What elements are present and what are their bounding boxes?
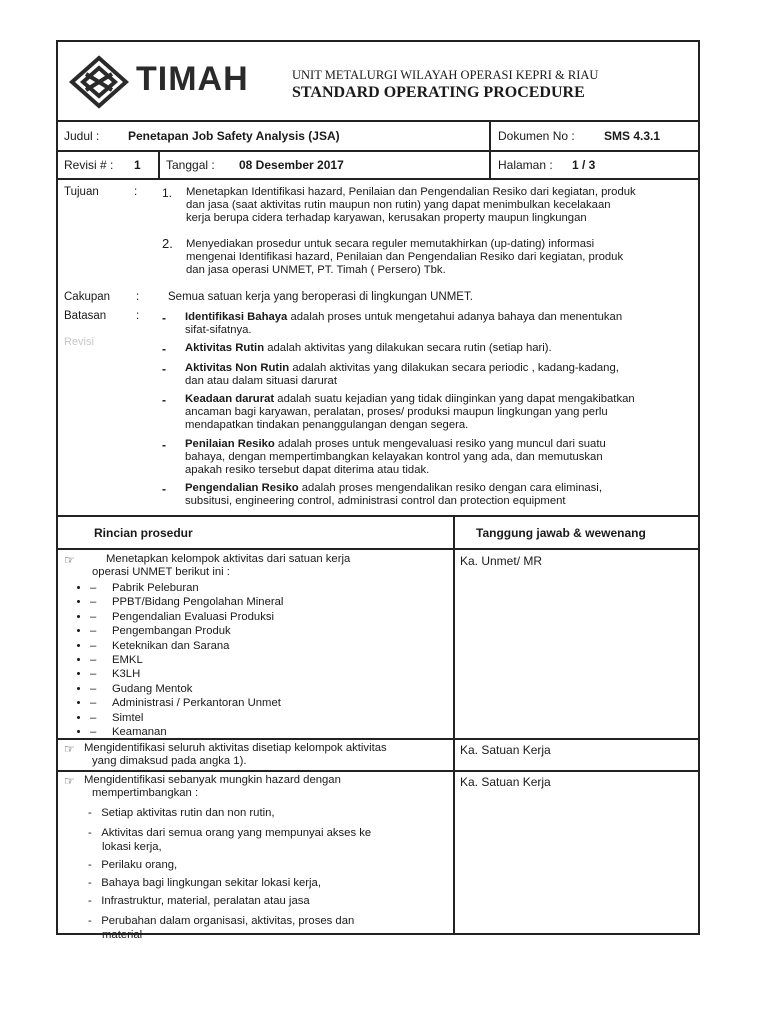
list-item: - Bahaya bagi lingkungan sekitar lokasi kerja,	[88, 877, 321, 889]
procedure-row-3: ☞ Mengidentifikasi sebanyak mungkin hazard dengan mempertimbangkan : - Setiap aktivitas rutin dan non rutin, - Aktivitas dari semua orang yang mempunyai akses ke lokasi kerja, - Perilaku orang, - Bahaya bagi lingkungan sekitar lokasi kerja, - Infrastruktur, material, peralatan atau jasa - Perubahan dalam organisasi, aktivitas, proses dan material Ka. Satuan Kerja	[64, 774, 551, 941]
list-item: • – Administrasi / Perkantoran Unmet	[90, 696, 283, 710]
list-item: lokasi kerja,	[102, 841, 162, 853]
judul-label: Judul :	[64, 129, 100, 143]
list-item: • – PPBT/Bidang Pengolahan Mineral	[90, 595, 283, 609]
purpose-section: Tujuan : 1. Menetapkan Identifikasi hazard, Penilaian dan Pengendalian Resiko dari kegiatan, produk dan jasa (saat aktivitas rutin maupun non rutin) yang dapat menimbulkan kecelakaan kerja berupa cidera terhadap karyawan, kerusakan property maupun lingkungan 2. Menyediakan prosedur untuk secara reguler memutakhirkan (up-dating) informasi mengenai Identifikasi hazard, Penilaian dan Pengendalian Resiko dari kegiatan, produk dan jasa operasi UNMET, PT. Timah ( Persero) Tbk. Cakupan : Semua satuan kerja yang beroperasi di lingkungan UNMET. Batasan : - Identifikasi Bahaya adalah proses untuk mengetahui adanya bahaya dan menentukan sifat-sifatnya. - Aktivitas Rutin adalah aktivitas yang dilakukan secara rutin (setiap hari). - Aktivitas Non Rutin adalah aktivitas yang dilakukan secara periodic , kadang-kadang, dan atau dalam situasi darurat - Keadaan darurat adalah suatu kejadian yang tidak diinginkan yang dapat mengakibatkan ancaman bagi karyawan, peralatan, proses/ produksi maupun lingkungan yang perlu mendapatkan tindakan penanggulangan dengan segera. - Penilaian Resiko adalah proses untuk mengevaluasi resiko yang muncul dari suatu bahaya, dengan mempertimbangkan kelayakan kontrol yang ada, dan memutuskan apakah resiko tersebut dapat diterima atau tidak. - Pengendalian Resiko adalah proses mengendalikan resiko dengan cara eliminasi, subsitusi, engineering control, administrasi control dan protection equipment Revisi	[58, 180, 698, 517]
tujuan-item-2: Menyediakan prosedur untuk secara reguler memutakhirkan (up-dating) informasi mengenai Identifikasi hazard, Penilaian dan Pengendalian Resiko dari kegiatan, produk dan jasa operasi UNMET, PT. Timah ( Persero) Tbk.	[186, 238, 624, 276]
halaman-label: Halaman :	[498, 158, 553, 172]
list-item: • – Pengembangan Produk	[90, 624, 283, 638]
judul-row	[58, 122, 698, 152]
revisi-label: Revisi # :	[64, 158, 114, 172]
batasan-colon: :	[136, 310, 140, 322]
cakupan-text: Semua satuan kerja yang beroperasi di lingkungan UNMET.	[168, 291, 473, 303]
responsible-2: Ka. Satuan Kerja	[460, 743, 551, 757]
batasan-item-darurat: Keadaan darurat adalah suatu kejadian yang tidak diinginkan yang dapat mengakibatkan ancaman bagi karyawan, peralatan, proses/ produksi maupun lingkungan yang perlu mendapatkan tindakan penanggulangan dengan segera.	[185, 393, 635, 431]
timah-logo-icon	[66, 54, 132, 110]
dokumen-value: SMS 4.3.1	[604, 129, 661, 143]
col-rincian-header: Rincian prosedur	[94, 526, 193, 540]
tujuan-item-2-num: 2.	[162, 236, 173, 251]
tujuan-item-1: Menetapkan Identifikasi hazard, Penilaian dan Pengendalian Resiko dari kegiatan, produk dan jasa (saat aktivitas rutin maupun non rutin) yang dapat menimbulkan kecelakaan kerja berupa cidera terhadap karyawan, kerusakan property maupun lingkungan	[186, 186, 636, 224]
sop-document	[56, 40, 700, 941]
batasan-item-penilaian: Penilaian Resiko adalah proses untuk mengevaluasi resiko yang muncul dari suatu bahaya, dengan mempertimbangkan kelayakan kontrol yang ada, dan memutuskan apakah resiko tersebut dapat diterima atau tidak.	[185, 438, 606, 476]
tanggal-value: 08 Desember 2017	[239, 158, 344, 172]
list-item: • – Keteknikan dan Sarana	[90, 639, 283, 653]
list-item: material	[102, 929, 143, 941]
tujuan-label: Tujuan	[64, 186, 99, 198]
list-item: - Perilaku orang,	[88, 859, 178, 871]
list-item: • – Pabrik Peleburan	[90, 581, 283, 595]
batasan-item-pengendalian: Pengendalian Resiko adalah proses mengendalikan resiko dengan cara eliminasi, subsitusi, engineering control, administrasi control dan protection equipment	[185, 482, 602, 507]
doc-type-title: STANDARD OPERATING PROCEDURE	[292, 84, 585, 101]
procedure-row-1: ☞ Menetapkan kelompok aktivitas dari satuan kerja operasi UNMET berikut ini : • – Pabrik Peleburan • – PPBT/Bidang Pengolahan Mineral • – Pengendalian Evaluasi Produksi • – Pengembangan Produk • – Keteknikan dan Sarana • – EMKL • – K3LH • – Gudang Mentok • – Administrasi / Perkantoran Unmet • – Simtel • – Keamanan Ka. Unmet/ MR	[58, 550, 698, 740]
batasan-item-rutin: Aktivitas Rutin adalah aktivitas yang dilakukan secara rutin (setiap hari).	[185, 342, 552, 354]
list-item: • – Pengendalian Evaluasi Produksi	[90, 610, 283, 624]
list-item: - Perubahan dalam organisasi, aktivitas, proses dan	[88, 915, 355, 927]
revisi-side-label: Revisi	[64, 336, 94, 348]
batasan-label: Batasan	[64, 310, 107, 322]
unit-name: UNIT METALURGI WILAYAH OPERASI KEPRI & RIAU	[292, 68, 599, 82]
hand-pointer-icon: ☞	[64, 742, 75, 756]
procedure-row-2: ☞ Mengidentifikasi seluruh aktivitas disetiap kelompok aktivitas yang dimaksud pada angka 1). Ka. Satuan Kerja	[58, 740, 698, 772]
tanggal-label: Tanggal :	[166, 158, 215, 172]
list-item: • – Keamanan	[90, 725, 283, 739]
cakupan-label: Cakupan	[64, 291, 111, 303]
revisi-value: 1	[134, 158, 141, 172]
list-item: • – K3LH	[90, 667, 283, 681]
dokumen-label: Dokumen No :	[498, 129, 575, 143]
list-item: • – EMKL	[90, 653, 283, 667]
tujuan-item-1-num: 1.	[162, 186, 173, 200]
halaman-value: 1 / 3	[572, 158, 596, 172]
list-item: - Aktivitas dari semua orang yang mempunyai akses ke	[88, 827, 372, 839]
hand-pointer-icon: ☞	[64, 774, 75, 788]
activity-group-list	[90, 581, 283, 739]
judul-value: Penetapan Job Safety Analysis (JSA)	[128, 129, 340, 143]
col-tanggung-header: Tanggung jawab & wewenang	[476, 526, 646, 540]
hazard-consideration-list	[88, 806, 448, 942]
cakupan-colon: :	[136, 291, 140, 303]
header-row	[58, 42, 698, 122]
company-wordmark: TIMAH	[136, 60, 249, 98]
responsible-1: Ka. Unmet/ MR	[460, 554, 543, 568]
hand-pointer-icon: ☞	[64, 553, 75, 567]
batasan-item-non-rutin: Aktivitas Non Rutin adalah aktivitas yang dilakukan secara periodic , kadang-kadang, dan atau dalam situasi darurat	[185, 362, 619, 387]
list-item: - Setiap aktivitas rutin dan non rutin,	[88, 807, 275, 819]
list-item: - Infrastruktur, material, peralatan atau jasa	[88, 895, 310, 907]
revisi-row	[58, 152, 698, 180]
list-item: • – Simtel	[90, 711, 283, 725]
responsible-3: Ka. Satuan Kerja	[460, 775, 551, 789]
procedure-table-header	[58, 517, 698, 550]
tujuan-colon: :	[134, 186, 138, 198]
list-item: • – Gudang Mentok	[90, 682, 283, 696]
batasan-item-identifikasi: Identifikasi Bahaya adalah proses untuk mengetahui adanya bahaya dan menentukan sifat-sifatnya.	[185, 311, 623, 336]
